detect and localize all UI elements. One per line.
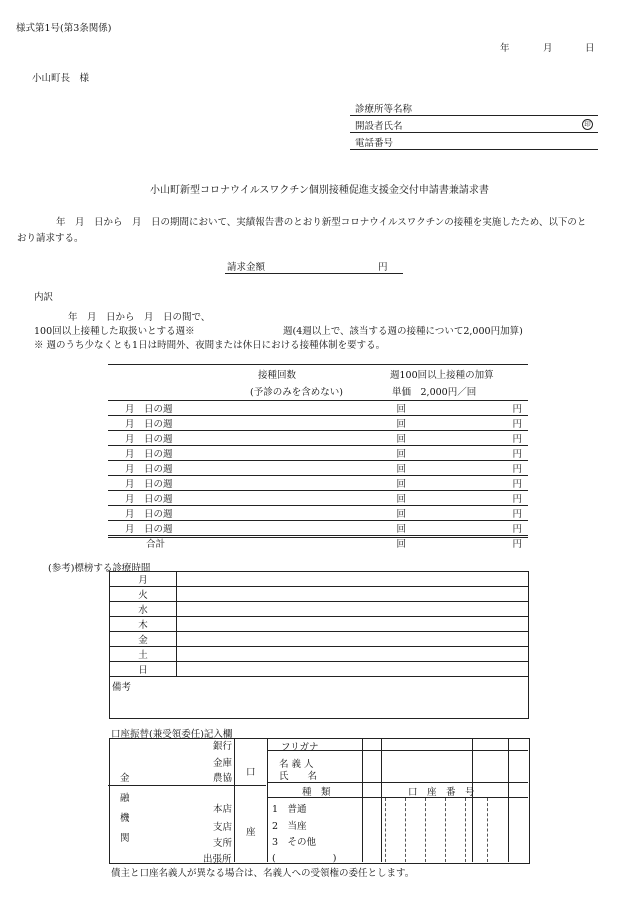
count-header: 接種回数	[258, 370, 297, 381]
addressee: 小山町長 様	[32, 73, 90, 84]
form-number: 様式第1号(第3条関係)	[16, 23, 112, 34]
date-month: 月	[543, 43, 553, 54]
holder-label-2: 氏 名	[279, 771, 318, 782]
branch-type-shisho: 支所	[213, 838, 233, 849]
amount-unit: 円	[512, 539, 522, 551]
account-type-futsu: 1 普通	[272, 804, 307, 815]
hours-row	[110, 647, 529, 662]
hours-row	[110, 617, 529, 632]
weekly-row	[108, 491, 528, 506]
week-label: 月 日の週	[125, 404, 173, 415]
amount-label: 請求金額	[227, 262, 266, 273]
intro-line-2: おり請求する。	[17, 233, 84, 244]
hours-cell[interactable]	[177, 572, 529, 587]
week-label: 月 日の週	[125, 434, 173, 445]
bonus-subheader: 単価 2,000円／回	[392, 387, 477, 398]
hours-cell[interactable]	[177, 617, 529, 632]
weekly-row	[108, 521, 528, 536]
count-unit: 回	[396, 509, 406, 520]
bonus-header: 週100回以上接種の加算	[390, 370, 494, 381]
week-label: 月 日の週	[125, 524, 173, 535]
day-label: 金	[110, 632, 177, 647]
breakdown-weeks: 週(4週以上で、該当する週の接種について2,000円加算)	[283, 326, 523, 337]
hours-heading: (参考)標榜する診療時間	[48, 563, 151, 574]
count-unit: 回	[396, 449, 406, 460]
hours-cell[interactable]	[177, 602, 529, 617]
day-label: 火	[110, 587, 177, 602]
institution-char-2: 融	[120, 793, 130, 804]
weekly-table-bottom-line	[108, 537, 528, 538]
week-label: 月 日の週	[125, 509, 173, 520]
day-label: 水	[110, 602, 177, 617]
founder-name-line	[350, 132, 598, 133]
institution-char-1: 金	[120, 773, 130, 784]
hours-row	[110, 662, 529, 677]
account-type-toza: 2 当座	[272, 821, 307, 832]
weekly-row	[108, 431, 528, 446]
day-label: 日	[110, 662, 177, 677]
branch-type-shiten: 支店	[213, 822, 233, 833]
day-label: 月	[110, 572, 177, 587]
count-unit: 回	[396, 419, 406, 430]
weekly-row	[108, 416, 528, 431]
bank-heading: 口座振替(兼受領委任)記入欄	[111, 729, 233, 740]
week-label: 月 日の週	[125, 449, 173, 460]
day-label: 土	[110, 647, 177, 662]
hours-cell[interactable]	[177, 647, 529, 662]
count-unit: 回	[396, 539, 406, 551]
amount-unit: 円	[512, 434, 522, 445]
week-label: 月 日の週	[125, 494, 173, 505]
count-unit: 回	[396, 494, 406, 505]
weekly-row	[108, 506, 528, 521]
account-type-header: 種 類	[302, 787, 331, 798]
weekly-table	[108, 400, 528, 550]
clinic-name-label: 診療所等名称	[355, 104, 413, 115]
account-number-header: 口 座 番 号	[408, 787, 475, 798]
account-char-2: 座	[246, 827, 256, 838]
amount-unit: 円	[512, 509, 522, 520]
weekly-table-top-line	[108, 364, 528, 365]
day-label: 木	[110, 617, 177, 632]
weekly-row	[108, 401, 528, 416]
institution-char-3: 機	[120, 813, 130, 824]
count-unit: 回	[396, 434, 406, 445]
phone-line	[350, 149, 598, 150]
amount-unit: 円	[512, 449, 522, 460]
hours-row	[110, 602, 529, 617]
account-type-other-blank: ( )	[272, 853, 337, 864]
phone-label: 電話番号	[355, 138, 394, 149]
total-label: 合計	[146, 539, 166, 551]
account-type-other: 3 その他	[272, 837, 317, 848]
hours-row	[110, 587, 529, 602]
hours-cell[interactable]	[177, 662, 529, 677]
institution-char-4: 関	[120, 833, 130, 844]
breakdown-line-2: 100回以上接種した取扱いとする週※	[34, 326, 195, 337]
document-title: 小山町新型コロナウイルスワクチン個別接種促進支援金交付申請書兼請求書	[150, 185, 489, 196]
weekly-row	[108, 476, 528, 491]
count-unit: 回	[396, 404, 406, 415]
intro-line-1: 年 月 日から 月 日の期間において、実績報告書のとおり新型コロナウイルスワクチンの接種を実施したため、以下のと	[56, 217, 587, 228]
founder-name-label: 開設者氏名	[355, 121, 403, 132]
amount-unit: 円	[512, 404, 522, 415]
amount-unit: 円	[512, 494, 522, 505]
amount-unit: 円	[512, 524, 522, 535]
amount-unit: 円	[512, 419, 522, 430]
date-day: 日	[585, 43, 595, 54]
hours-cell[interactable]	[177, 632, 529, 647]
furigana-label: フリガナ	[281, 742, 319, 753]
clinic-name-line	[350, 115, 598, 116]
hours-table	[109, 571, 529, 719]
account-char-1: 口	[246, 767, 256, 778]
breakdown-note: ※ 週のうち少なくとも1日は時間外、夜間または休日における接種体制を要する。	[34, 340, 386, 351]
branch-type-shucchojo: 出張所	[203, 854, 232, 865]
holder-label-1: 名 義 人	[279, 759, 314, 770]
weekly-row	[108, 446, 528, 461]
week-label: 月 日の週	[125, 479, 173, 490]
count-subheader: (予診のみを含めない)	[250, 387, 343, 398]
bank-type-nokyo: 農協	[213, 773, 233, 784]
count-unit: 回	[396, 479, 406, 490]
footer-note: 債主と口座名義人が異なる場合は、名義人への受領権の委任とします。	[111, 868, 415, 879]
hours-row	[110, 572, 529, 587]
hours-row	[110, 632, 529, 647]
amount-unit: 円	[378, 262, 388, 273]
bank-type-shinkin: 金庫	[213, 758, 233, 769]
seal-icon: 印	[582, 119, 593, 130]
date-year: 年	[500, 43, 510, 54]
breakdown-heading: 内訳	[34, 292, 54, 303]
remarks-row	[110, 677, 529, 719]
bank-type-bank: 銀行	[213, 741, 233, 752]
count-unit: 回	[396, 524, 406, 535]
remarks-label: 備考	[112, 682, 132, 693]
amount-underline	[225, 273, 403, 274]
amount-unit: 円	[512, 479, 522, 490]
breakdown-line-1: 年 月 日から 月 日の間で、	[68, 312, 211, 323]
hours-cell[interactable]	[177, 587, 529, 602]
branch-type-honten: 本店	[213, 804, 233, 815]
weekly-row	[108, 461, 528, 476]
count-unit: 回	[396, 464, 406, 475]
week-label: 月 日の週	[125, 419, 173, 430]
bank-table	[109, 738, 530, 864]
week-label: 月 日の週	[125, 464, 173, 475]
amount-unit: 円	[512, 464, 522, 475]
